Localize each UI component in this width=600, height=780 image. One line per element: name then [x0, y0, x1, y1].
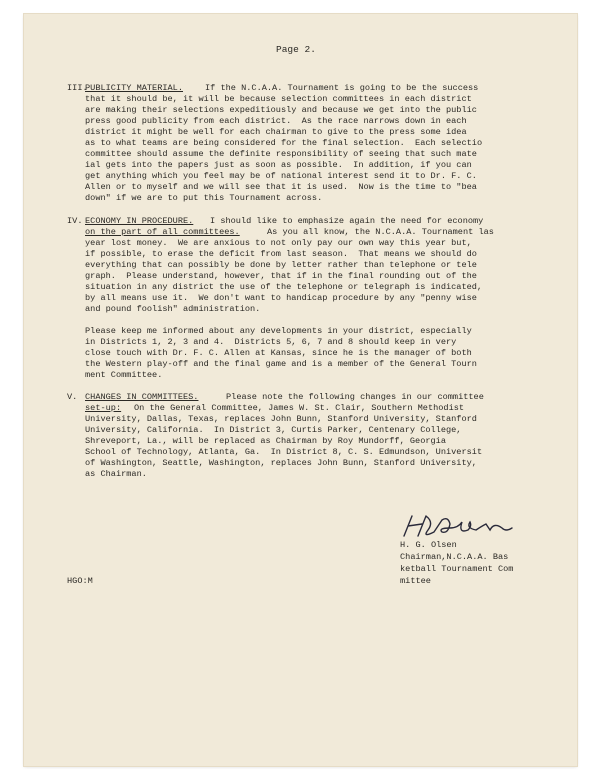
section-line: If the N.C.A.A. Tournament is going to be the success [205, 83, 479, 93]
section-number: IV. [67, 216, 83, 226]
section-heading-cont: on the part of all committees. [85, 227, 240, 237]
section-line: and pound foolish" administration. [85, 304, 261, 314]
signer-title: Chairman,N.C.A.A. Bas [400, 552, 509, 562]
paragraph-line: Please keep me informed about any developments in your district, especially [85, 326, 472, 336]
section-line: University, Dallas, Texas, replaces John Bunn, Stanford University, Stanford [85, 414, 477, 424]
section-heading: CHANGES IN COMMITTEES. [85, 392, 199, 402]
section-line: if possible, to erase the deficit from last season. That means we should do [85, 249, 477, 259]
section-heading-cont: set-up: [85, 403, 122, 413]
section-line: as Chairman. [85, 469, 147, 479]
section-line: University, California. In District 3, Curtis Parker, Centenary College, [85, 425, 462, 435]
page-number: Page 2. [276, 44, 316, 55]
section-number: V. [67, 392, 78, 402]
paragraph-line: in Districts 1, 2, 3 and 4. Districts 5, 6, 7 and 8 should keep in very [85, 337, 457, 347]
section-line: As you all know, the N.C.A.A. Tournament las [267, 227, 494, 237]
section-line: situation in any district the use of the telephone or telegraph is indicated, [85, 282, 483, 292]
section-line: that it should be, it will be because selection committees in each district [85, 94, 472, 104]
signature-scribble [398, 512, 518, 542]
section-line: get anything which you feel may be of national interest send it to Dr. F. C. [85, 171, 477, 181]
section-line: district it might be well for each chairman to give to the press some idea [85, 127, 467, 137]
paragraph-line: close touch with Dr. F. C. Allen at Kansas, since he is the manager of both [85, 348, 472, 358]
section-line: Allen or to myself and we will see that it is used. Now is the time to "bea [85, 182, 477, 192]
signer-title: mittee [400, 576, 431, 586]
section-line: of Washington, Seattle, Washington, replaces John Bunn, Stanford University, [85, 458, 477, 468]
paragraph-line: ment Committee. [85, 370, 163, 380]
section-line: School of Technology, Atlanta, Ga. In District 8, C. S. Edmundson, Universit [85, 447, 483, 457]
section-line: are making their selections expeditiously and because we get into the public [85, 105, 477, 115]
paragraph-line: the Western play-off and the final game and is a member of the General Tourn [85, 359, 477, 369]
section-line: by all means use it. We don't want to handicap procedure by any "penny wise [85, 293, 477, 303]
section-number: III. [67, 83, 88, 93]
section-line: committee should assume the definite responsibility of seeing that such mate [85, 149, 477, 159]
section-line: graph. Please understand, however, that if in the final rounding out of the [85, 271, 477, 281]
section-line: I should like to emphasize again the need for economy [210, 216, 484, 226]
section-heading: PUBLICITY MATERIAL. [85, 83, 183, 93]
section-line: On the General Committee, James W. St. Clair, Southern Methodist [134, 403, 465, 413]
section-line: down" if we are to put this Tournament across. [85, 193, 323, 203]
section-line: Please note the following changes in our committee [226, 392, 484, 402]
section-heading: ECONOMY IN PROCEDURE. [85, 216, 194, 226]
section-line: year lost money. We are anxious to not only pay our own way this year but, [85, 238, 472, 248]
section-line: Shreveport, La., will be replaced as Chairman by Roy Mundorff, Georgia [85, 436, 446, 446]
signer-title: ketball Tournament Com [400, 564, 514, 574]
section-line: as to what teams are being considered for the final selection. Each selectio [85, 138, 483, 148]
section-line: ial gets into the papers just as soon as possible. In addition, if you can [85, 160, 472, 170]
section-line: press good publicity from each district. As the race narrows down in each [85, 116, 467, 126]
signer-name: H. G. Olsen [400, 540, 457, 550]
section-line: everything that can possibly be done by letter rather than telephone or tele [85, 260, 477, 270]
reference-initials: HGO:M [67, 576, 93, 586]
